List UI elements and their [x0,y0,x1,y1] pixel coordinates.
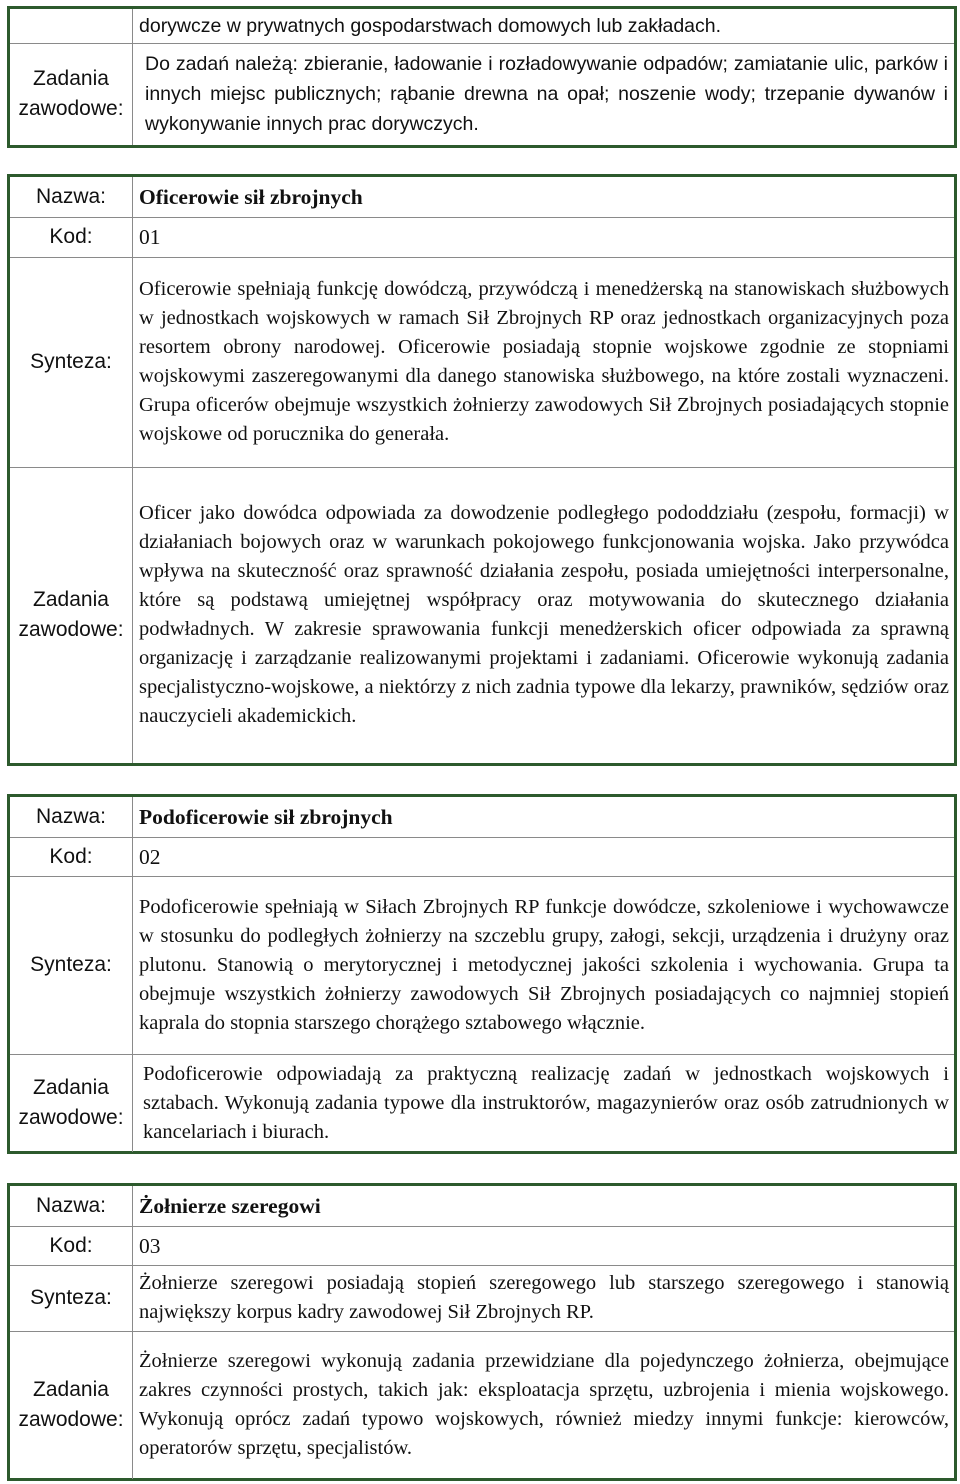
synteza-text: Oficerowie spełniają funkcję dowódczą, przywódczą i menedżerską na stanowiskach służbowych w jednostkach wojskowych w ramach Sił Zbrojnych RP oraz jednostkach organizacyjnych poza resortem obrony narodowej. Oficerowie posiadają stopnie wojskowe zgodnie ze stopniami wojskowymi zaszeregowanymi dla danego stanowiska służbowego, na które zostali wyznaczeni. Grupa oficerów obejmuje wszystkich żołnierzy zawodowych Sił Zbrojnych posiadających stopnie wojskowe od porucznika do generała. [133,257,955,467]
zadania-text: Żołnierze szeregowi wykonują zadania przewidziane dla pojedynczego żołnierza, obejmujące zakres czynności prostych, takich jak: eksploatacja sprzętu, uzbrojenia i mienia wojskowego. Wykonują oprócz zadań typowo wojskowych, również miedzy innymi funkcje: kierowców, operatorów sprzętu, specjalistów. [133,1331,955,1479]
kod-label: Kod: [10,217,133,257]
nazwa-label: Nazwa: [10,797,133,837]
occupation-name: Żołnierze szeregowi [133,1186,955,1226]
occupation-block-03 [7,1183,957,1481]
occupation-block-01 [7,174,957,766]
synteza-text: Żołnierze szeregowi posiadają stopień szeregowego lub starszego szeregowego i stanowią największy korpus kadry zawodowej Sił Zbrojnych RP. [133,1265,955,1331]
zadania-label: Zadania zawodowe: [10,467,133,763]
occupation-code: 03 [133,1226,955,1265]
zadania-label: Zadania zawodowe: [10,1331,133,1479]
kod-label: Kod: [10,1226,133,1265]
zadania-label: Zadania zawodowe: [10,43,133,145]
occupation-code: 01 [133,217,955,257]
zadania-label: Zadania zawodowe: [10,1054,133,1152]
empty-label-cell [10,9,133,43]
nazwa-label: Nazwa: [10,1186,133,1226]
zadania-text: Do zadań należą: zbieranie, ładowanie i rozładowywanie odpadów; zamiatanie ulic, parków i innych miejsc publicznych; rąbanie drewna na opał; noszenie wody; trzepanie dywanów i wykonywanie innych prac dorywczych. [133,43,955,145]
synteza-text: Podoficerowie spełniają w Siłach Zbrojnych RP funkcje dowódcze, szkoleniowe i wychowawcze w stosunku do podległych żołnierzy na szczeblu grupy, załogi, sekcji, urządzenia i drużyny oraz plutonu. Stanowią o merytorycznej i metodycznej jakości szkolenia i wychowania. Grupa ta obejmuje wszystkich żołnierzy zawodowych Sił Zbrojnych posiadających co najmniej stopień kaprala do stopnia starszego chorążego sztabowego włącznie. [133,876,955,1054]
zadania-text: Podoficerowie odpowiadają za praktyczną realizację zadań w jednostkach wojskowych i sztabach. Wykonują zadania typowe dla instruktorów, magazynierów oraz osób zatrudnionych w kancelariach i biurach. [133,1054,955,1152]
occupation-name: Oficerowie sił zbrojnych [133,177,955,217]
nazwa-label: Nazwa: [10,177,133,217]
continued-text: dorywcze w prywatnych gospodarstwach domowych lub zakładach. [133,9,955,43]
synteza-label: Synteza: [10,876,133,1054]
synteza-label: Synteza: [10,257,133,467]
zadania-text: Oficer jako dowódca odpowiada za dowodzenie podległego pododdziału (zespołu, formacji) w działaniach bojowych oraz w warunkach pokojowego funkcjonowania wojska. Jako przywódca wpływa na skuteczność oraz sprawność działania zespołu, posiada umiejętności interpersonalne, które są podstawą umiejętnej współpracy oraz motywowania do skutecznego działania podwładnych. W zakresie sprawowania funkcji menedżerskich oficer odpowiada za sprawną organizację i zarządzanie realizowanymi projektami i zadaniami. Oficerowie wykonują zadania specjalistyczno-wojskowe, a niektórzy z nich zadnia typowe dla lekarzy, prawników, sędziów oraz nauczycieli akademickich. [133,467,955,763]
occupation-block-continued [7,6,957,148]
occupation-name: Podoficerowie sił zbrojnych [133,797,955,837]
occupation-block-02 [7,794,957,1154]
kod-label: Kod: [10,837,133,876]
synteza-label: Synteza: [10,1265,133,1331]
occupation-code: 02 [133,837,955,876]
